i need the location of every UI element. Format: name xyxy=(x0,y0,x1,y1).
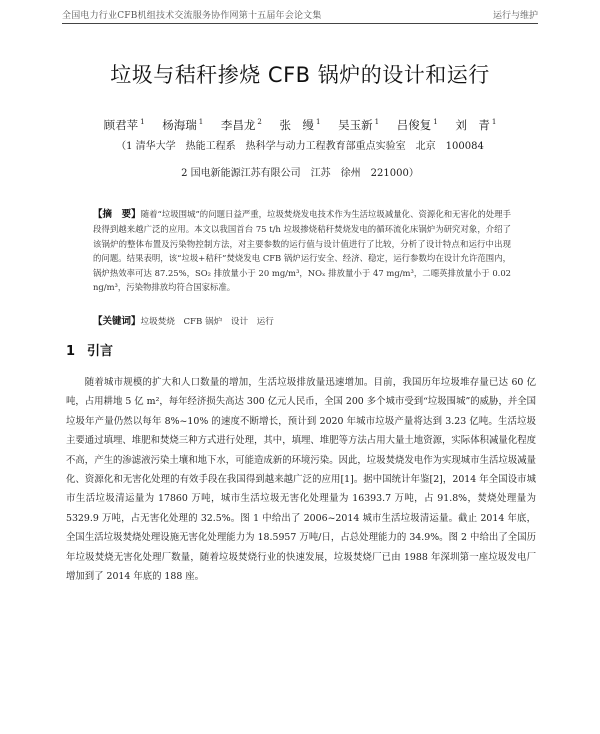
author-affil-mark: 1 xyxy=(433,118,438,126)
author-affil-mark: 1 xyxy=(198,118,204,126)
abstract-text: 随着“垃圾围城”的问题日益严重，垃圾焚烧发电技术作为生活垃圾减量化、资源化和无害化的处理手段得到越来越广泛的应用。本文以我国首台 75 t/h 垃圾掺烧秸秆焚烧发电的循环流化床锅炉为研究对象，介绍了该锅炉的整体布置及污染物控制方法，对主要参数的运行值与设计值进行了比较，分析了设计特点和运行中出现的问题。结果表明，该“垃圾+秸秆”焚烧发电 CFB 锅炉运行安全、经济、稳定，运行参数均在设计允许范围内，锅炉热效率可达 87.25%，SO₂ 排放量小于 20 mg/m³，NOₓ 排放量小于 47 mg/m³，二噁英排放量小于 0.02 ng/m³，污染物排放均符合国家标准。 xyxy=(93,209,511,293)
author xyxy=(338,113,379,134)
keywords-label: 【关键词】 xyxy=(93,316,141,327)
abstract xyxy=(93,207,511,294)
author-affil-mark: 1 xyxy=(316,118,321,126)
author-name: 吴玉新 xyxy=(338,118,373,132)
author xyxy=(104,113,145,134)
affiliation-1: （1 清华大学 热能工程系 热科学与动力工程教育部重点实验室 北京 100084 xyxy=(116,141,484,152)
author-affil-mark: 1 xyxy=(140,118,145,126)
section-number: 1 xyxy=(66,344,76,359)
author xyxy=(397,113,438,134)
author-name: 张 缦 xyxy=(279,118,315,132)
author-name: 刘 青 xyxy=(455,118,490,132)
section-heading xyxy=(66,342,113,362)
author xyxy=(162,113,203,134)
paper-title: 垃圾与秸秆掺烧 CFB 锅炉的设计和运行 xyxy=(110,63,490,87)
author-list xyxy=(0,113,600,134)
author xyxy=(280,113,321,134)
body-paragraph: 随着城市规模的扩大和人口数量的增加，生活垃圾排放量迅速增加。目前，我国历年垃圾堆存量已达 60 亿吨，占用耕地 5 亿 m²，每年经济损失高达 300 亿元人民币，全国 200 多个城市受到“垃圾围城”的威胁，并全国垃圾年产量仍然以每年 8%~10% 的速度不断增长，预计到 2020 年城市垃圾产量将达到 3.23 亿吨。生活垃圾主要通过填埋、堆肥和焚烧三种方式进行处理，其中，填埋、堆肥等方法占用大量土地资源，实际体积减量化程度不高，产生的渗滤液污染土壤和地下水，可能造成新的环境污染。因此，垃圾焚烧发电作为实现城市生活垃圾减量化、资源化和无害化处理的有效手段在我国得到越来越广泛的应用[1]。据中国统计年鉴[2]，2014 年全国设市城市生活垃圾清运量为 17860 万吨，城市生活垃圾无害化处理量为 16393.7 万吨，占 91.8%，焚烧处理量为 5329.9 万吨，占无害化处理的 32.5%。图 1 中给出了 2006~2014 城市生活垃圾清运量。截止 2014 年底，全国生活垃圾焚烧处理设施无害化处理能力为 18.5957 万吨/日，占总处理能力的 34.9%。图 2 中给出了全国历年垃圾焚烧无害化处理厂数量，随着垃圾焚烧行业的快速发展，垃圾焚烧厂已由 1988 年深圳第一座垃圾发电厂增加到了 2014 年底的 188 座。 xyxy=(66,377,536,583)
running-header-left: 全国电力行业CFB机组技术交流服务协作网第十五届年会论文集 xyxy=(62,11,322,21)
author-name: 李昌龙 xyxy=(220,118,256,132)
author-name: 杨海瑞 xyxy=(162,118,197,132)
keywords xyxy=(93,315,511,329)
author-name: 吕俊复 xyxy=(396,118,432,132)
author xyxy=(221,113,262,134)
running-header-right: 运行与维护 xyxy=(492,11,538,21)
running-header xyxy=(62,9,538,24)
author xyxy=(455,113,496,134)
author-affil-mark: 1 xyxy=(374,118,380,126)
author-affil-mark: 1 xyxy=(491,118,497,126)
author-affil-mark: 2 xyxy=(257,118,262,126)
section-title: 引言 xyxy=(87,344,114,359)
author-name: 顾君苹 xyxy=(103,118,139,132)
affiliation-2: 2 国电新能源江苏有限公司 江苏 徐州 221000） xyxy=(181,168,419,179)
abstract-label: 【摘 要】 xyxy=(93,209,141,220)
keywords-text: 垃圾焚烧 CFB 锅炉 设计 运行 xyxy=(140,317,274,327)
